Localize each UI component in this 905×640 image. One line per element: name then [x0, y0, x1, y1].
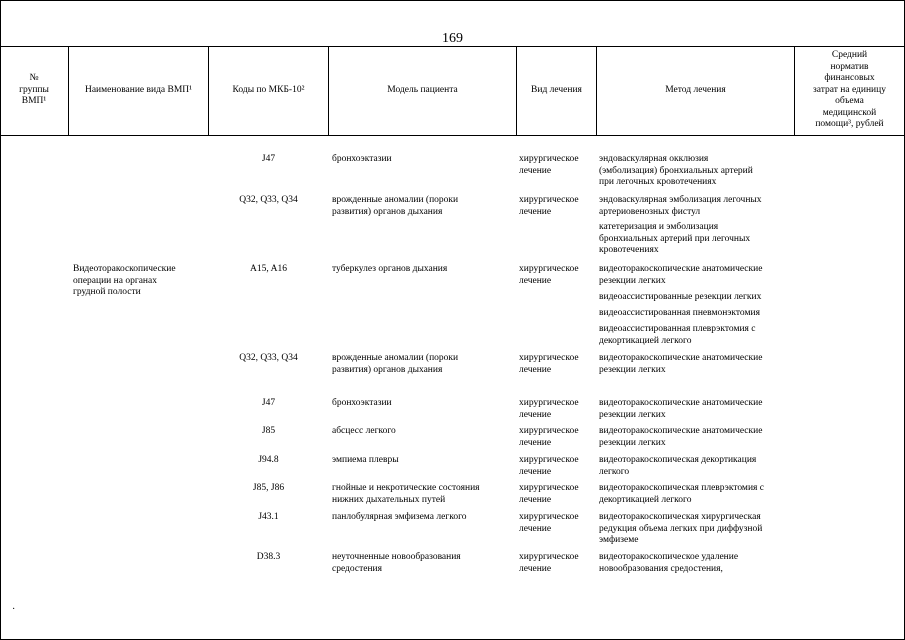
row-code: A15, A16: [250, 264, 287, 274]
row-method: видеоторакоскопические анатомические резекции легких: [599, 398, 763, 420]
row-method: видеоассистированные резекции легких: [599, 292, 762, 302]
header-treatment-method: Метод лечения: [665, 84, 726, 95]
row-method: видеоторакоскопическая декортикация легкого: [599, 455, 757, 477]
row-code: D38.3: [256, 552, 281, 562]
row-model: панлобулярная эмфизема легкого: [332, 512, 467, 522]
row-model: врожденные аномалии (пороки развития) органов дыхания: [332, 195, 459, 217]
header-icd-codes: Коды по МКБ-10²: [232, 84, 305, 95]
row-treatment: хирургическое лечение: [519, 154, 579, 176]
row-treatment: хирургическое лечение: [519, 195, 579, 217]
row-code: J43.1: [258, 512, 279, 522]
row-method: видеоассистированная пневмонэктомия: [599, 308, 760, 318]
row-code: J47: [261, 154, 276, 164]
row-code: Q32, Q33, Q34: [239, 195, 298, 205]
row-code: Q32, Q33, Q34: [239, 353, 298, 363]
row-method: видеоторакоскопическая плеврэктомия с декортикацией легкого: [599, 483, 764, 505]
scan-speck: ·: [12, 604, 16, 615]
group-name: Видеоторакоскопические операции на органах грудной полости: [73, 264, 176, 297]
row-model: туберкулез органов дыхания: [332, 264, 448, 274]
header-cost-norm: Средний норматив финансовых затрат на единицу объема медицинской помощи³, рублей: [813, 50, 886, 130]
row-method: эндоваскулярная эмболизация легочных артериовенозных фистул: [599, 195, 762, 217]
header-group-number: № группы ВМП¹: [19, 73, 49, 107]
row-treatment: хирургическое лечение: [519, 483, 579, 505]
header-bottom-border: [0, 135, 904, 136]
row-model: абсцесс легкого: [332, 426, 396, 436]
row-method: видеоторакоскопическая хирургическая редукция объема легких при диффузной эмфиземе: [599, 512, 763, 545]
row-treatment: хирургическое лечение: [519, 426, 579, 448]
row-model: бронхоэктазии: [332, 154, 392, 164]
row-treatment: хирургическое лечение: [519, 398, 579, 420]
row-code: J47: [261, 398, 276, 408]
row-method: эндоваскулярная окклюзия (эмболизация) бронхиальных артерий при легочных кровотечениях: [599, 154, 753, 187]
row-treatment: хирургическое лечение: [519, 512, 579, 534]
row-model: врожденные аномалии (пороки развития) органов дыхания: [332, 353, 459, 375]
row-method: видеоторакоскопические анатомические резекции легких: [599, 353, 763, 375]
page-number: 169: [442, 31, 463, 46]
row-treatment: хирургическое лечение: [519, 264, 579, 286]
row-method: видеоторакоскопические анатомические резекции легких: [599, 426, 763, 448]
header-treatment-type: Вид лечения: [531, 84, 582, 95]
row-method: видеоассистированная плеврэктомия с декортикацией легкого: [599, 324, 756, 346]
row-method: видеоторакоскопическое удаление новообразования средостения,: [599, 552, 739, 574]
row-method: катетеризация и эмболизация бронхиальных артерий при легочных кровотечениях: [599, 222, 751, 255]
row-treatment: хирургическое лечение: [519, 552, 579, 574]
row-treatment: хирургическое лечение: [519, 455, 579, 477]
row-model: неуточненные новообразования средостения: [332, 552, 461, 574]
row-code: J85, J86: [252, 483, 285, 493]
row-treatment: хирургическое лечение: [519, 353, 579, 375]
row-code: J94.8: [258, 455, 279, 465]
row-method: видеоторакоскопические анатомические резекции легких: [599, 264, 763, 286]
row-model: гнойные и некротические состояния нижних дыхательных путей: [332, 483, 480, 505]
header-vmp-name: Наименование вида ВМП¹: [84, 84, 193, 95]
row-code: J85: [261, 426, 276, 436]
row-model: эмпиема плевры: [332, 455, 399, 465]
row-model: бронхоэктазии: [332, 398, 392, 408]
header-patient-model: Модель пациента: [387, 84, 458, 95]
